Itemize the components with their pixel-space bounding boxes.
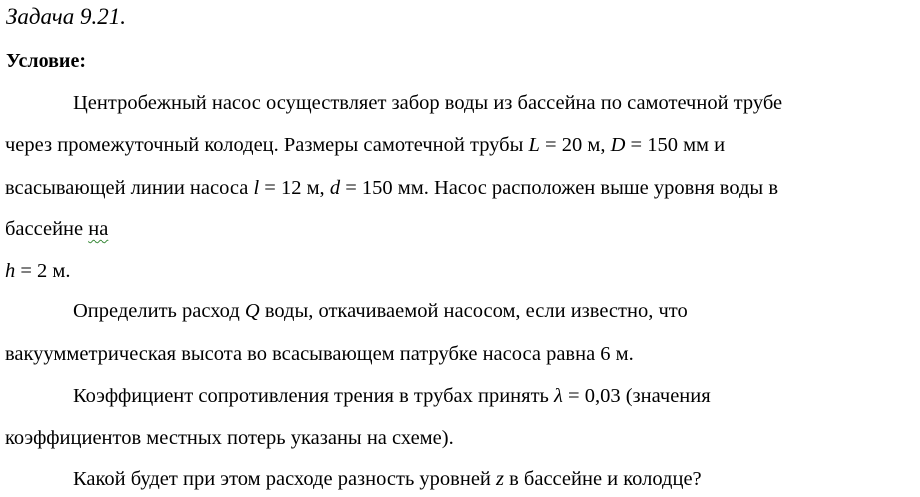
text-run: в бассейне и колодце? [504,468,702,490]
text-run: воды, откачиваемой насосом, если известно, что [259,300,688,322]
text-run: бассейне [5,218,89,240]
paragraph-2-line-2 [5,341,634,367]
text-run: = 12 м, [259,177,330,199]
text-run: Какой будет при этом расходе разность уровней [73,468,497,490]
text-run: коэффициентов местных потерь указаны на схеме). [5,427,454,449]
paragraph-3-line-2 [5,425,454,451]
text-run: = 2 м. [15,260,71,282]
text-run: = 150 мм. Насос расположен выше уровня воды в [340,177,779,199]
text-run: всасывающей линии насоса [5,177,254,199]
paragraph-4-line-1 [73,466,702,492]
variable-z: z [496,468,504,490]
paragraph-3-line-1 [73,383,711,409]
text-run: = 20 м, [539,134,611,156]
paragraph-1-line-1 [73,90,782,116]
text-run: = 150 мм и [625,134,726,156]
variable-lambda: λ [554,385,563,407]
text-run: Коэффициент сопротивления трения в трубах принять [73,385,555,407]
variable-Q: Q [244,300,260,322]
text-run: через промежуточный колодец. Размеры самотечной трубы [5,134,529,156]
paragraph-1-line-2 [5,132,725,158]
text-run: вакуумметрическая высота во всасывающем патрубке насоса равна 6 м. [5,343,634,365]
problem-title: Задача 9.21. [6,4,126,29]
paragraph-1-line-3 [5,175,778,201]
text-run: Центробежный насос осуществляет забор воды из бассейна по самотечной трубе [73,92,783,114]
variable-d: d [329,177,341,199]
text-run: = 0,03 (значения [562,385,711,407]
paragraph-1-line-5 [5,258,71,284]
condition-label: Условие: [6,50,86,72]
variable-D: D [610,134,626,156]
variable-h: h [5,260,16,282]
paragraph-1-line-4 [5,216,108,242]
spellcheck-marked-word: на [88,218,109,240]
variable-L: L [528,134,540,156]
text-run: Определить расход [73,300,245,322]
paragraph-2-line-1 [73,298,688,324]
variable-l: l [253,177,260,199]
